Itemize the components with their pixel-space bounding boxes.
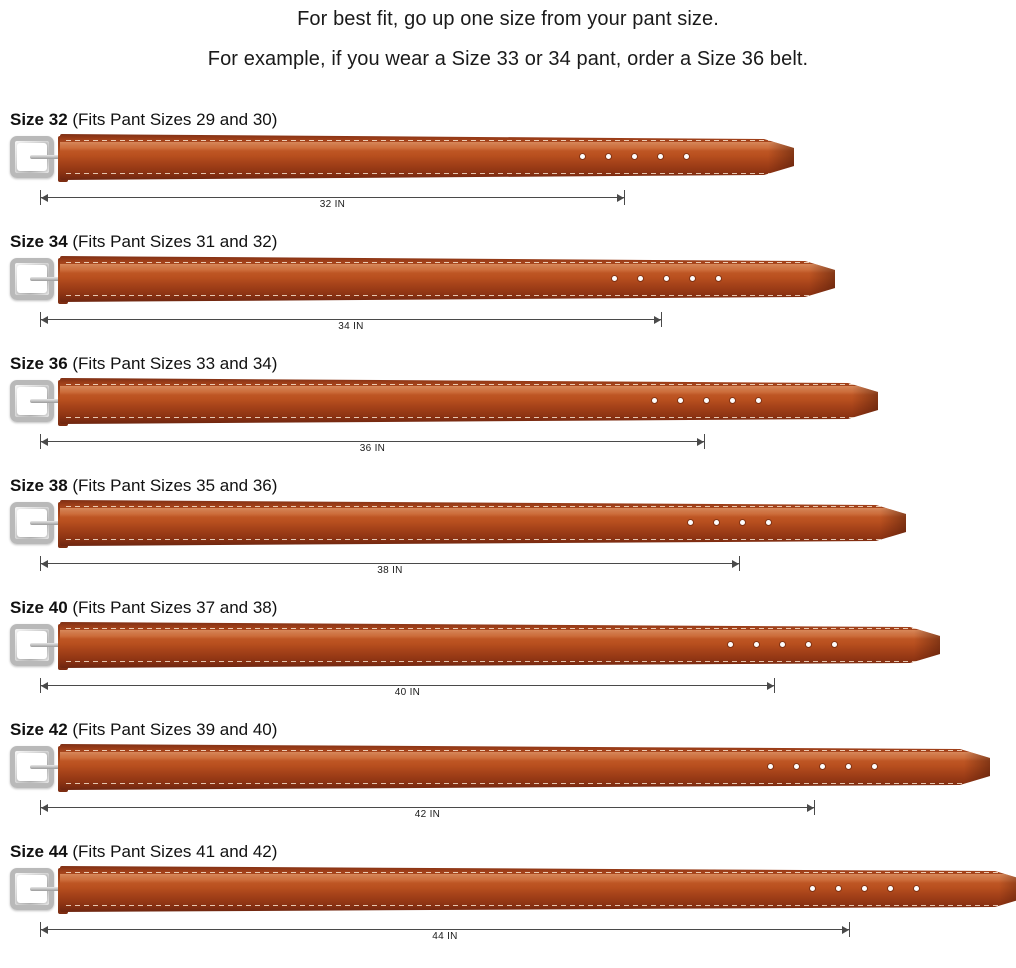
buckle-prong: [30, 765, 60, 769]
leather-highlight: [60, 142, 794, 151]
measurement-indicator: [40, 312, 662, 334]
belt-row: [0, 354, 1016, 476]
leather-highlight: [60, 752, 990, 761]
belt-buckle: [8, 868, 64, 910]
leather-highlight: [60, 630, 940, 639]
measurement-indicator: [40, 556, 740, 578]
belt-illustration: [8, 134, 802, 186]
belt-buckle: [8, 258, 64, 300]
stitch-line-bottom: [66, 295, 819, 296]
belt-hole: [728, 642, 733, 647]
belt-row: [0, 720, 1016, 842]
measurement-indicator: [40, 800, 815, 822]
belt-size-text: Size 40: [10, 598, 68, 617]
belt-size-text: Size 44: [10, 842, 68, 861]
belt-row: [0, 476, 1016, 598]
belt-fits-text: (Fits Pant Sizes 31 and 32): [67, 232, 278, 251]
belt-rows: [0, 110, 1016, 964]
belt-hole: [780, 642, 785, 647]
measure-label: 44 IN: [432, 931, 458, 942]
belt-hole: [810, 886, 815, 891]
belt-row: [0, 110, 1016, 232]
stitch-line-top: [66, 262, 819, 263]
stitch-line-top: [66, 628, 924, 629]
belt-hole: [862, 886, 867, 891]
leather-highlight: [60, 264, 835, 273]
measure-label: 32 IN: [319, 199, 346, 210]
belt-size-text: Size 36: [10, 354, 68, 373]
strap-tip-shadow: [999, 866, 1016, 912]
measure-label: 36 IN: [359, 443, 386, 454]
header-line-2: For example, if you wear a Size 33 or 34 pant, order a Size 36 belt.: [207, 48, 809, 70]
belt-size-text: Size 34: [10, 232, 68, 251]
belt-fits-text: (Fits Pant Sizes 37 and 38): [67, 598, 278, 617]
buckle-prong: [30, 521, 60, 525]
strap-surface: [60, 134, 794, 180]
belt-strap: [60, 622, 940, 668]
belt-buckle: [8, 502, 64, 544]
belt-hole: [730, 398, 735, 403]
belt-hole: [688, 520, 693, 525]
measure-line: [40, 197, 625, 198]
strap-tip-shadow: [914, 622, 940, 668]
measurement-indicator: [40, 190, 625, 212]
belt-hole: [832, 642, 837, 647]
belt-hole: [836, 886, 841, 891]
belt-hole: [806, 642, 811, 647]
belt-hole: [888, 886, 893, 891]
belt-fits-text: (Fits Pant Sizes 35 and 36): [67, 476, 278, 495]
belt-hole: [704, 398, 709, 403]
stitch-line-bottom: [66, 539, 890, 540]
belt-hole: [754, 642, 759, 647]
belt-size-label: [10, 598, 277, 618]
strap-surface: [60, 866, 1016, 912]
belt-hole: [740, 520, 745, 525]
belt-size-text: Size 42: [10, 720, 68, 739]
belt-hole: [820, 764, 825, 769]
stitch-line-top: [66, 750, 974, 751]
measure-line: [40, 807, 815, 808]
stitch-line-top: [66, 872, 1009, 873]
belt-size-text: Size 32: [10, 110, 68, 129]
measure-label: 42 IN: [414, 809, 441, 820]
belt-size-label: [10, 476, 277, 496]
buckle-prong: [30, 399, 60, 403]
belt-hole: [664, 276, 669, 281]
belt-strap: [60, 134, 794, 180]
leather-highlight: [60, 874, 1016, 883]
strap-tip-shadow: [852, 378, 878, 424]
measure-line: [40, 929, 850, 930]
belt-fits-text: (Fits Pant Sizes 41 and 42): [67, 842, 278, 861]
belt-size-label: [10, 110, 277, 130]
belt-row: [0, 598, 1016, 720]
stitch-line-bottom: [66, 417, 862, 418]
belt-strap: [60, 744, 990, 790]
stitch-line-bottom: [66, 905, 1009, 906]
strap-surface: [60, 256, 835, 302]
belt-strap: [60, 256, 835, 302]
header-line-1: For best fit, go up one size from your pant size.: [297, 8, 719, 30]
stitch-line-top: [66, 506, 890, 507]
measure-label: 40 IN: [394, 687, 421, 698]
chart-header: [0, 0, 1016, 76]
belt-size-label: [10, 842, 277, 862]
buckle-prong: [30, 887, 60, 891]
belt-illustration: [8, 866, 1016, 918]
belt-buckle: [8, 136, 64, 178]
strap-surface: [60, 744, 990, 790]
measure-line: [40, 685, 775, 686]
measure-line: [40, 441, 705, 442]
belt-hole: [632, 154, 637, 159]
belt-strap: [60, 500, 906, 546]
strap-tip-shadow: [964, 744, 990, 790]
belt-fits-text: (Fits Pant Sizes 29 and 30): [67, 110, 278, 129]
strap-tip-shadow: [768, 134, 794, 180]
belt-buckle: [8, 746, 64, 788]
belt-fits-text: (Fits Pant Sizes 39 and 40): [67, 720, 278, 739]
belt-hole: [756, 398, 761, 403]
measurement-indicator: [40, 434, 705, 456]
belt-hole: [768, 764, 773, 769]
belt-strap: [60, 378, 878, 424]
leather-highlight: [60, 386, 878, 395]
leather-highlight: [60, 508, 906, 517]
belt-hole: [766, 520, 771, 525]
measurement-indicator: [40, 678, 775, 700]
belt-hole: [684, 154, 689, 159]
measurement-indicator: [40, 922, 850, 944]
stitch-line-top: [66, 140, 778, 141]
strap-tip-shadow: [809, 256, 835, 302]
belt-buckle: [8, 380, 64, 422]
measure-label: 38 IN: [377, 565, 403, 576]
belt-hole: [638, 276, 643, 281]
stitch-line-bottom: [66, 783, 974, 784]
belt-hole: [652, 398, 657, 403]
measure-line: [40, 319, 662, 320]
belt-hole: [794, 764, 799, 769]
belt-row: [0, 842, 1016, 964]
belt-strap: [60, 866, 1016, 912]
belt-hole: [872, 764, 877, 769]
belt-illustration: [8, 622, 948, 674]
belt-illustration: [8, 744, 998, 796]
buckle-prong: [30, 643, 60, 647]
measure-line: [40, 563, 740, 564]
measure-label: 34 IN: [338, 321, 364, 332]
strap-surface: [60, 622, 940, 668]
belt-hole: [612, 276, 617, 281]
belt-fits-text: (Fits Pant Sizes 33 and 34): [67, 354, 278, 373]
stitch-line-bottom: [66, 661, 924, 662]
belt-size-label: [10, 720, 277, 740]
strap-surface: [60, 500, 906, 546]
belt-hole: [606, 154, 611, 159]
belt-hole: [716, 276, 721, 281]
strap-surface: [60, 378, 878, 424]
belt-illustration: [8, 500, 914, 552]
belt-hole: [714, 520, 719, 525]
belt-hole: [914, 886, 919, 891]
strap-tip-shadow: [880, 500, 906, 546]
buckle-prong: [30, 155, 60, 159]
belt-buckle: [8, 624, 64, 666]
belt-illustration: [8, 256, 843, 308]
belt-hole: [658, 154, 663, 159]
belt-hole: [690, 276, 695, 281]
belt-hole: [846, 764, 851, 769]
belt-size-text: Size 38: [10, 476, 68, 495]
stitch-line-top: [66, 384, 862, 385]
belt-size-label: [10, 354, 277, 374]
belt-hole: [678, 398, 683, 403]
belt-hole: [580, 154, 585, 159]
belt-size-label: [10, 232, 277, 252]
belt-illustration: [8, 378, 886, 430]
buckle-prong: [30, 277, 60, 281]
stitch-line-bottom: [66, 173, 778, 174]
belt-row: [0, 232, 1016, 354]
